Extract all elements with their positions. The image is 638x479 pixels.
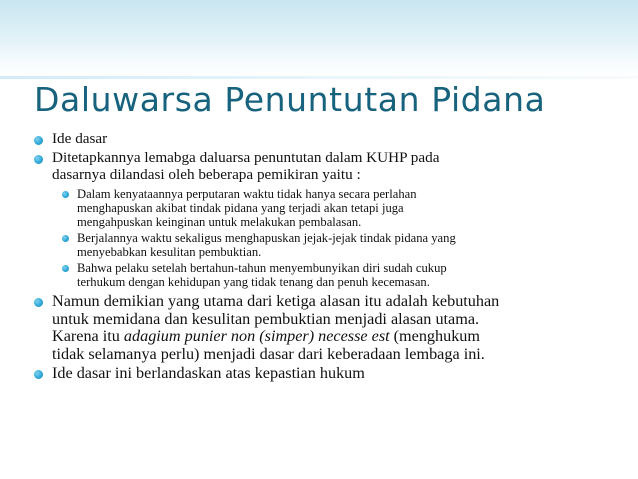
slide-title: Daluwarsa Penuntutan Pidana xyxy=(34,80,546,119)
sub-bullet-text-line: menyebabkan kesulitan pembuktian. xyxy=(77,245,262,259)
bullet-text-segment: (menghukum xyxy=(389,327,480,345)
bullet-text-line: untuk memidana dan kesulitan pembuktian menjadi alasan utama. xyxy=(52,309,480,328)
bullet-dot-icon xyxy=(34,155,43,164)
bullet-text-line: Ditetapkannya lemabga daluarsa penuntutan dalam KUHP pada xyxy=(52,149,440,166)
bullet-text-line: Namun demikian yang utama dari ketiga alasan itu adalah kebutuhan xyxy=(52,292,500,310)
bullet-text: Ide dasar ini berlandaskan atas kepastian hukum xyxy=(52,364,365,382)
bullet-text-line-mixed xyxy=(52,328,604,346)
bullet-dot-icon xyxy=(34,298,43,307)
sub-bullet-text-line: Dalam kenyataannya perputaran waktu tidak hanya secara perlahan xyxy=(77,187,417,201)
sub-bullet-text-line: Bahwa pelaku setelah bertahun-tahun menyembunyikan diri sudah cukup xyxy=(77,261,447,275)
bullet-list xyxy=(34,130,604,383)
bullet-dot-icon xyxy=(34,370,43,379)
latin-adage-text: adagium punier non (simper) necesse est xyxy=(123,327,390,345)
header-band xyxy=(0,0,638,78)
bullet-item-ide-dasar xyxy=(34,130,604,147)
bullet-text-line: dasarnya dilandasi oleh beberapa pemikiran yaitu : xyxy=(52,166,361,183)
slide-content xyxy=(34,130,604,383)
bullet-text-line: tidak selamanya perlu) menjadi dasar dari keberadaan lembaga ini. xyxy=(52,344,485,363)
header-divider xyxy=(0,76,638,79)
bullet-item-namun-demikian xyxy=(34,293,604,363)
bullet-text-segment: Karena itu xyxy=(52,327,124,345)
sub-bullet-text-line: Berjalannya waktu sekaligus menghapuskan jejak-jejak tindak pidana yang xyxy=(77,231,456,245)
sub-bullet-text-line: mengahpuskan keinginan untuk melakukan pembalasan. xyxy=(77,215,362,229)
bullet-dot-icon xyxy=(62,235,69,242)
bullet-dot-icon xyxy=(34,136,43,145)
bullet-item-ditetapkannya xyxy=(34,149,604,183)
bullet-item-kepastian-hukum xyxy=(34,365,604,383)
sub-bullet-text-line: menghapuskan akibat tindak pidana yang terjadi akan tetapi juga xyxy=(77,201,404,215)
sub-bullet-item-perputaran-waktu xyxy=(62,187,604,229)
sub-bullet-list xyxy=(34,187,604,289)
bullet-dot-icon xyxy=(62,265,69,272)
bullet-text: Ide dasar xyxy=(52,130,108,147)
sub-bullet-item-jejak-tindak-pidana xyxy=(62,231,604,259)
sub-bullet-text-line: terhukum dengan kehidupan yang tidak tenang dan penuh kecemasan. xyxy=(77,275,430,289)
sub-bullet-item-pelaku-terhukum xyxy=(62,261,604,289)
bullet-dot-icon xyxy=(62,191,69,198)
sub-bullet-group xyxy=(34,187,604,289)
